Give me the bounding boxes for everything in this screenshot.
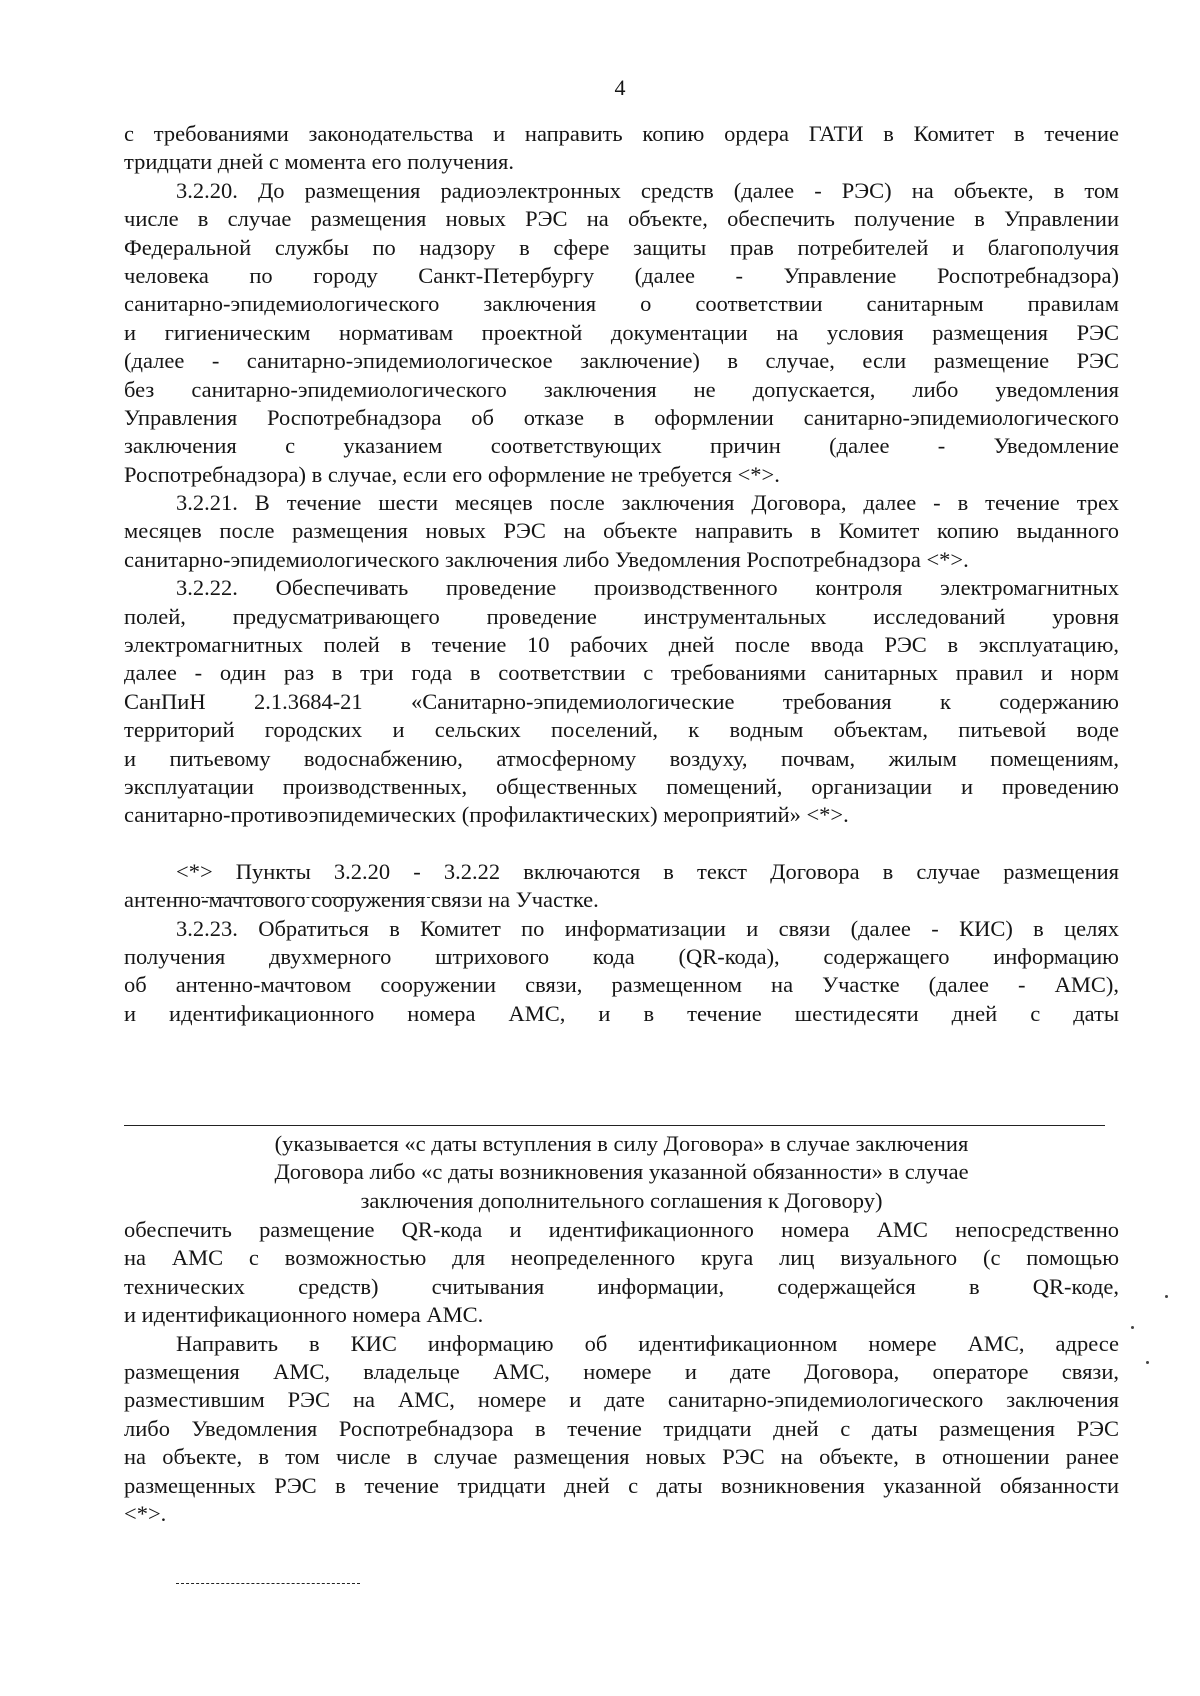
- text-line: Федеральной службы по надзору в сфере защиты прав потребителей и благополучия: [124, 234, 1119, 260]
- text-line: с требованиями законодательства и направить копию ордера ГАТИ в Комитет в течение: [124, 121, 1119, 146]
- text-line: санитарно-эпидемиологического заключения либо Уведомления Роспотребнадзора <*>.: [124, 546, 969, 572]
- text-line: числе в случае размещения новых РЭС на объекте, обеспечить получение в Управлении: [124, 206, 1119, 232]
- text-line: и гигиеническим нормативам проектной документации на условия размещения РЭС: [124, 319, 1119, 345]
- text-line: либо Уведомления Роспотребнадзора в течение тридцати дней с даты размещения РЭС: [124, 1415, 1119, 1441]
- text-line: месяцев после размещения новых РЭС на объекте направить в Комитет копию выданного: [124, 518, 1119, 544]
- paragraph-qr-placement: [124, 1216, 1119, 1330]
- text-line: на объекте, в том числе в случае размещения новых РЭС на объекте, в отношении ранее: [124, 1444, 1119, 1470]
- text-line: тридцати дней с момента его получения.: [124, 149, 514, 175]
- text-line: 3.2.23. Обратиться в Комитет по информатизации и связи (далее - КИС) в целях: [176, 915, 1119, 941]
- text-line: 3.2.20. До размещения радиоэлектронных средств (далее - РЭС) на объекте, в том: [176, 177, 1119, 203]
- text-line: Направить в КИС информацию об идентификационном номере АМС, адресе: [176, 1330, 1119, 1356]
- text-line: электромагнитных полей в течение 10 рабочих дней после ввода РЭС в эксплуатацию,: [124, 632, 1119, 658]
- text-line: и идентификационного номера АМС.: [124, 1302, 484, 1328]
- text-line: об антенно-мачтовом сооружении связи, размещенном на Участке (далее - АМС),: [124, 972, 1119, 998]
- text-line: Роспотребнадзора) в случае, если его оформление не требуется <*>.: [124, 461, 780, 487]
- fill-in-line: [124, 1125, 1105, 1126]
- footnote-separator-bottom: [176, 1583, 360, 1584]
- text-line: обеспечить размещение QR-кода и идентификационного номера АМС непосредственно: [124, 1217, 1119, 1242]
- paragraph-continuation: [124, 120, 1119, 177]
- text-line: заключения с указанием соответствующих причин (далее - Уведомление: [124, 433, 1119, 459]
- caption-line: Договора либо «с даты возникновения указанной обязанности» в случае: [274, 1159, 969, 1185]
- fill-in-caption: [124, 1130, 1119, 1215]
- scan-speck: [1165, 1295, 1168, 1298]
- text-line: санитарно-эпидемиологического заключения о соответствии санитарным правилам: [124, 291, 1119, 317]
- text-line: размещенных РЭС в течение тридцати дней с даты возникновения указанной обязанности: [124, 1472, 1119, 1498]
- text-line: и идентификационного номера АМС, и в течение шестидесяти дней с даты: [124, 1000, 1119, 1026]
- text-line: и питьевому водоснабжению, атмосферному воздуху, почвам, жилым помещениям,: [124, 745, 1119, 771]
- body-text-bottom: [124, 1216, 1119, 1528]
- body-text-top: [124, 120, 1119, 1028]
- caption-line: заключения дополнительного соглашения к Договору): [360, 1187, 883, 1213]
- footnote-3-2-20-22: [124, 858, 1119, 915]
- text-line: эксплуатации производственных, общественных помещений, организации и проведению: [124, 773, 1119, 799]
- caption-line: (указывается «с даты вступления в силу Договора» в случае заключения: [274, 1131, 969, 1156]
- text-line: СанПиН 2.1.3684-21 «Санитарно-эпидемиологические требования к содержанию: [124, 688, 1119, 714]
- paragraph-3-2-20: [124, 177, 1119, 489]
- text-line: <*> Пункты 3.2.20 - 3.2.22 включаются в текст Договора в случае размещения: [176, 858, 1119, 884]
- footnote-separator: [176, 897, 450, 898]
- text-line: полей, предусматривающего проведение инструментальных исследований уровня: [124, 603, 1119, 629]
- text-line: санитарно-противоэпидемических (профилактических) мероприятий» <*>.: [124, 802, 849, 828]
- separator-space: [124, 830, 1119, 858]
- text-line: разместившим РЭС на АМС, номере и дате санитарно-эпидемиологического заключения: [124, 1387, 1119, 1413]
- paragraph-3-2-22: [124, 574, 1119, 830]
- text-line: 3.2.21. В течение шести месяцев после заключения Договора, далее - в течение трех: [176, 490, 1119, 516]
- text-line: человека по городу Санкт-Петербургу (далее - Управление Роспотребнадзора): [124, 262, 1119, 288]
- text-line: (далее - санитарно-эпидемиологическое заключение) в случае, если размещение РЭС: [124, 348, 1119, 374]
- text-line: Управления Роспотребнадзора об отказе в оформлении санитарно-эпидемиологического: [124, 404, 1119, 430]
- scan-speck: [1146, 1361, 1149, 1364]
- paragraph-3-2-23: [124, 915, 1119, 1029]
- text-line: <*>.: [124, 1500, 167, 1526]
- page-number: 4: [614, 75, 626, 100]
- scan-speck: [1131, 1326, 1134, 1329]
- text-line: антенно-мачтового сооружения связи на Участке.: [124, 887, 599, 913]
- text-line: без санитарно-эпидемиологического заключения не допускается, либо уведомления: [124, 376, 1119, 402]
- text-line: территорий городских и сельских поселений, к водным объектам, питьевой воде: [124, 717, 1119, 743]
- text-line: далее - один раз в три года в соответствии с требованиями санитарных правил и норм: [124, 660, 1119, 686]
- text-line: получения двухмерного штрихового кода (QR-кода), содержащего информацию: [124, 943, 1119, 969]
- text-line: на АМС с возможностью для неопределенного круга лиц визуального (с помощью: [124, 1245, 1119, 1271]
- text-line: 3.2.22. Обеспечивать проведение производственного контроля электромагнитных: [176, 575, 1119, 601]
- text-line: технических средств) считывания информации, содержащейся в QR-коде,: [124, 1273, 1119, 1299]
- paragraph-send-to-kis: [124, 1330, 1119, 1529]
- paragraph-3-2-21: [124, 489, 1119, 574]
- text-line: размещения АМС, владельце АМС, номере и дате Договора, операторе связи,: [124, 1358, 1119, 1384]
